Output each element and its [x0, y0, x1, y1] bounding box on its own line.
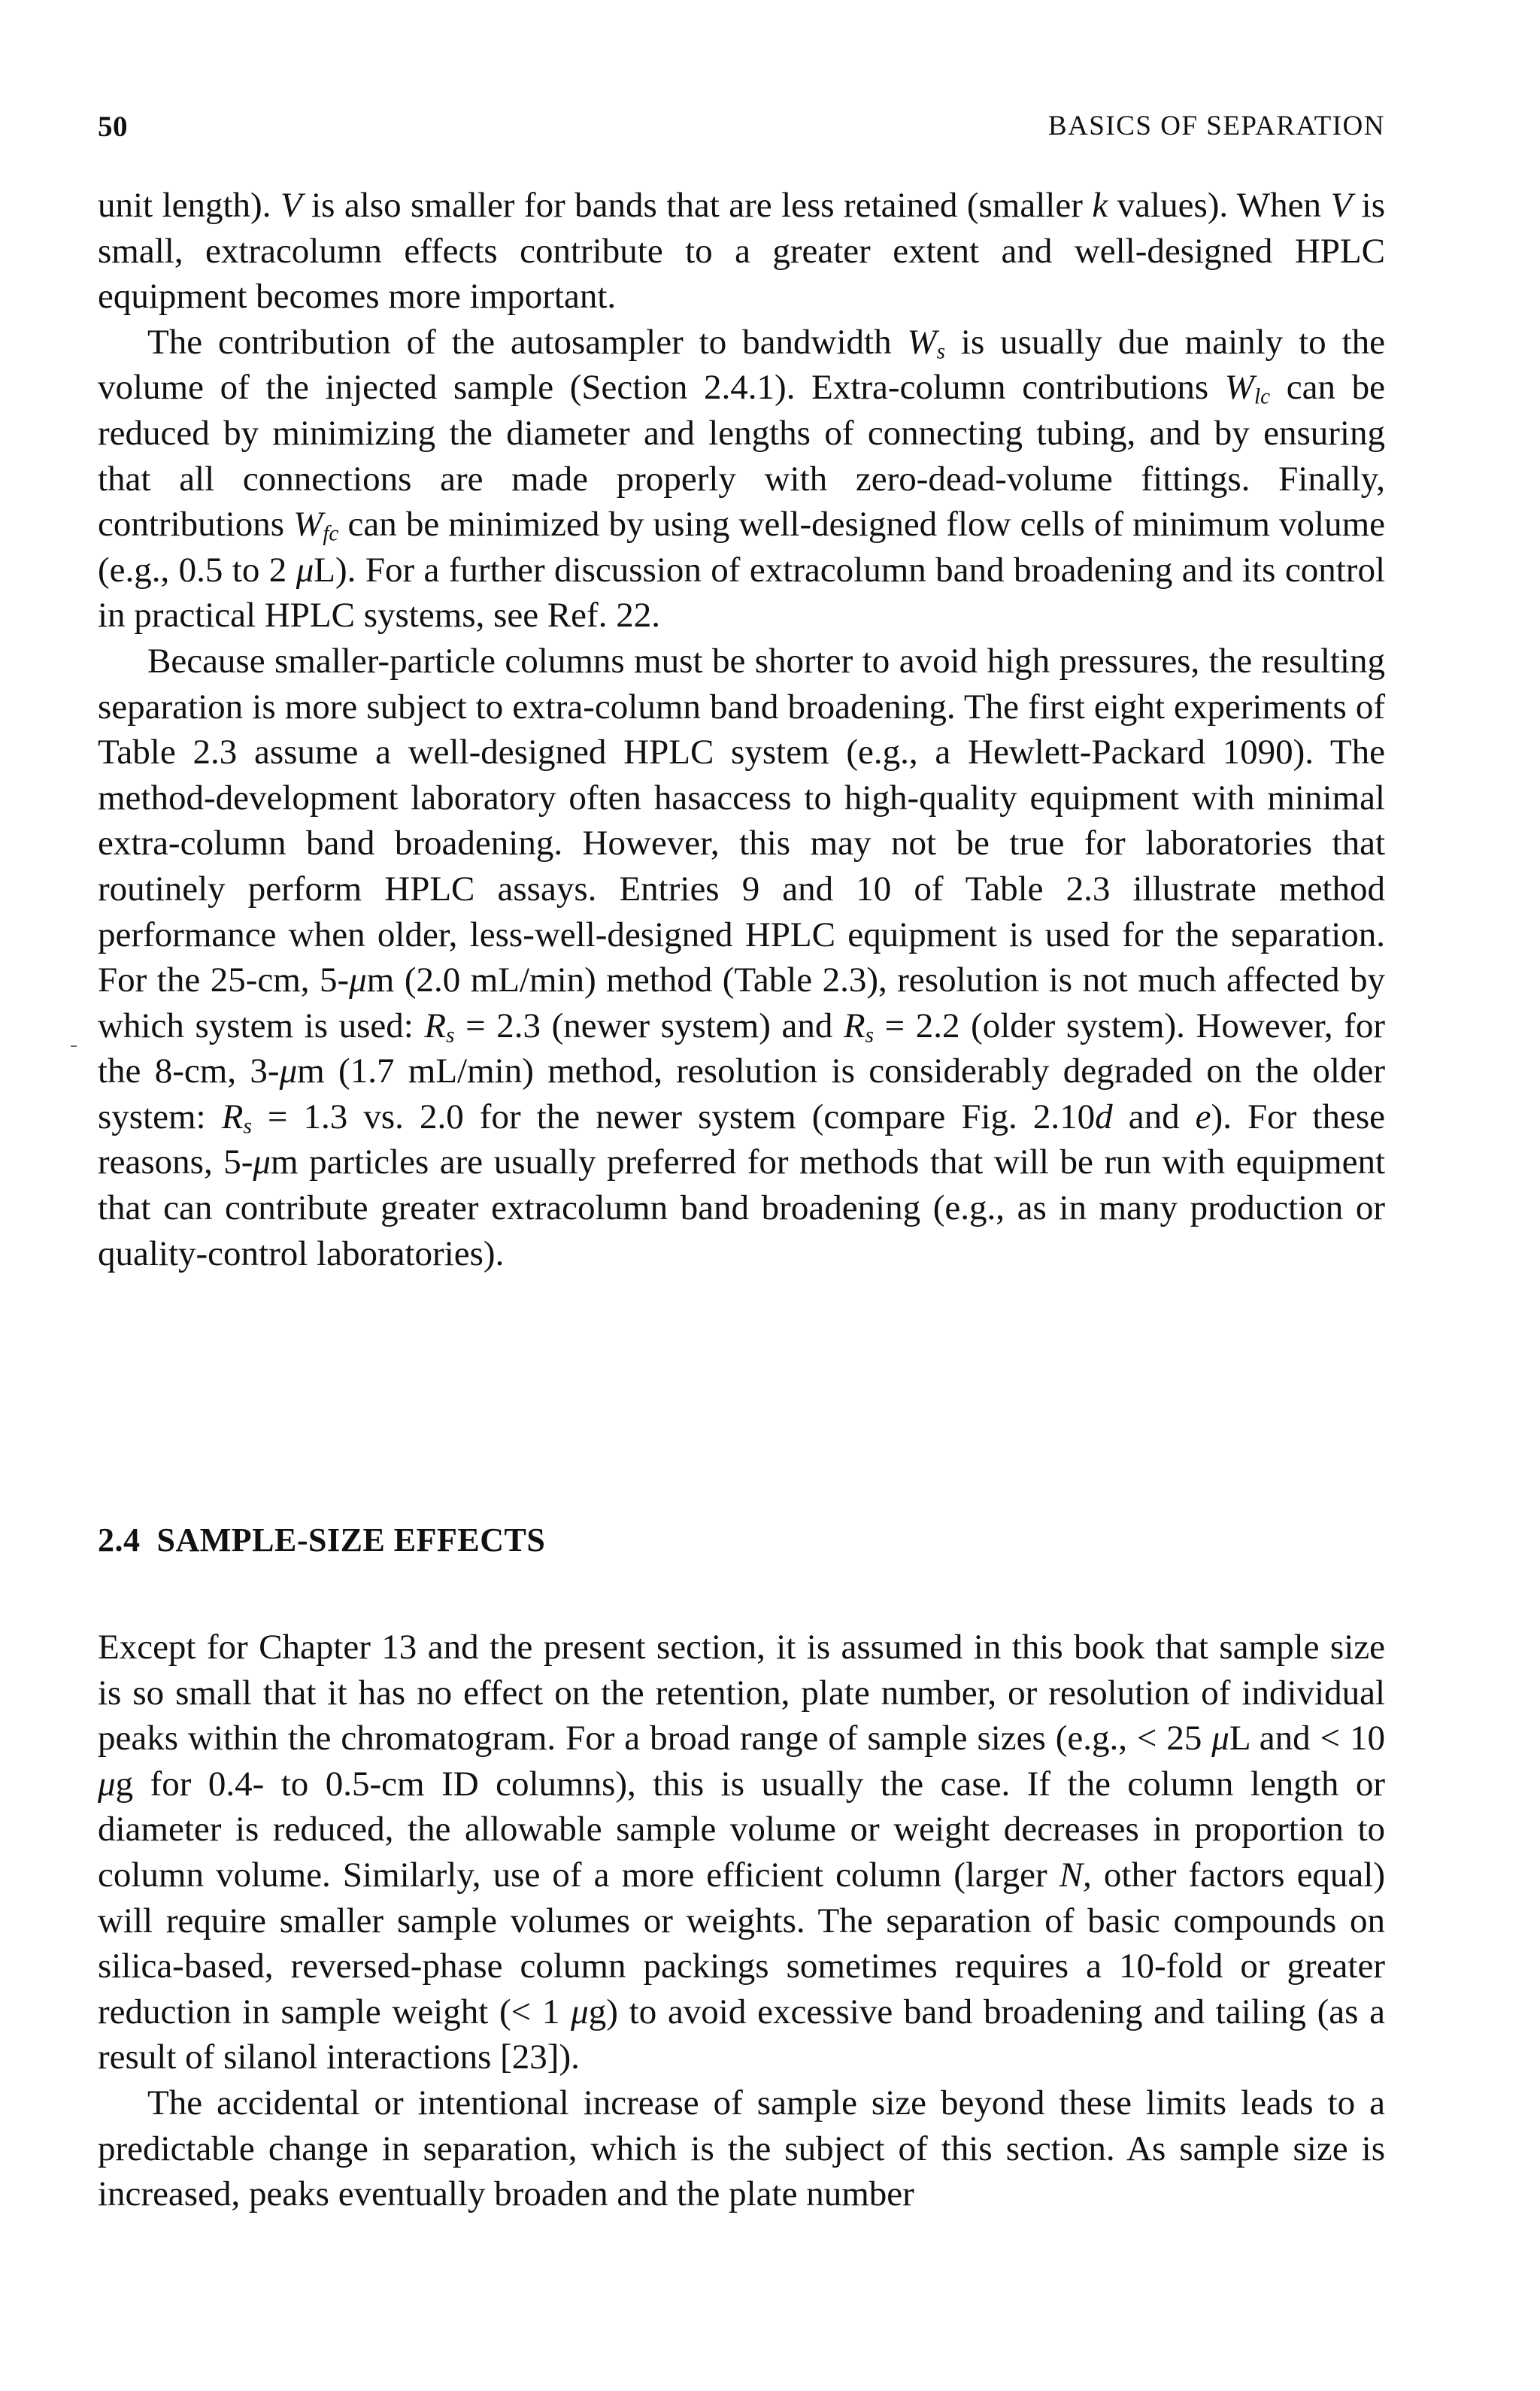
paragraph-autosampler: The contribution of the autosampler to bandwidth $W_s$ is usually due mainly to the volume of the injected sample (Section 2.4.1). Extra-column contributions $W_{lc}$ can be reduced by minimizing the diameter and lengths of connecting tubing, and by ensuring that all connections are made properly with zero-dead-volume fittings. Finally, contributions $W_{fc}$ can be minimized by using well-designed flow cells of minimum volume (e.g., 0.5 to 2 μL). For a further discussion of extracolumn band broadening and its control in practical HPLC systems, see Ref. 22.	[98, 322, 1385, 636]
paragraph-sample-increase: The accidental or intentional increase of sample size beyond these limits leads to a predictable change in separation, which is the subject of this section. As sample size is increased, peaks eventually broaden and the plate number	[98, 2083, 1385, 2214]
body-text-lower	[98, 1625, 1385, 2217]
section-title: SAMPLE-SIZE EFFECTS	[156, 1522, 546, 1558]
running-title: BASICS OF SEPARATION	[1047, 111, 1385, 141]
paragraph-continuation: unit length). V is also smaller for bands that are less retained (smaller k values). When V is small, extracolumn effects contribute to a greater extent and well-designed HPLC equipment becomes more important.	[98, 186, 1385, 317]
section-number: 2.4	[98, 1522, 141, 1558]
margin-mark	[71, 1045, 77, 1047]
page-number: 50	[98, 111, 128, 143]
running-header	[98, 110, 1385, 155]
body-text-upper	[98, 183, 1385, 1276]
section-heading	[98, 1518, 545, 1563]
paragraph-sample-size: Except for Chapter 13 and the present section, it is assumed in this book that sample size is so small that it has no effect on the retention, plate number, or resolution of individual peaks within the chromatogram. For a broad range of sample sizes (e.g., < 25 μL and < 10 μg for 0.4- to 0.5-cm ID columns), this is usually the case. If the column length or diameter is reduced, the allowable sample volume or weight decreases in proportion to column volume. Similarly, use of a more efficient column (larger N, other factors equal) will require smaller sample volumes or weights. The separation of basic compounds on silica-based, reversed-phase column packings sometimes requires a 10-fold or greater reduction in sample weight (< 1 μg) to avoid excessive band broadening and tailing (as a result of silanol interactions [23]).	[98, 1628, 1386, 2077]
paragraph-particle-columns: Because smaller-particle columns must be shorter to avoid high pressures, the resulting separation is more subject to extra-column band broadening. The first eight experiments of Table 2.3 assume a well-designed HPLC system (e.g., a Hewlett-Packard 1090). The method-development laboratory often hasaccess to high-quality equipment with minimal extra-column band broadening. However, this may not be true for laboratories that routinely perform HPLC assays. Entries 9 and 10 of Table 2.3 illustrate method performance when older, less-well-designed HPLC equipment is used for the separation. For the 25-cm, 5-μm (2.0 mL/min) method (Table 2.3), resolution is not much affected by which system is used: $R_s = 2.3$ (newer system) and $R_s = 2.2$ (older system). However, for the 8-cm, 3-μm (1.7 mL/min) method, resolution is considerably degraded on the older system: $R_s = 1.3$ vs. 2.0 for the newer system (compare Fig. 2.10d and e). For these reasons, 5-μm particles are usually preferred for methods that will be run with equipment that can contribute greater extracolumn band broadening (e.g., as in many production or quality-control laboratories).	[98, 641, 1386, 1273]
